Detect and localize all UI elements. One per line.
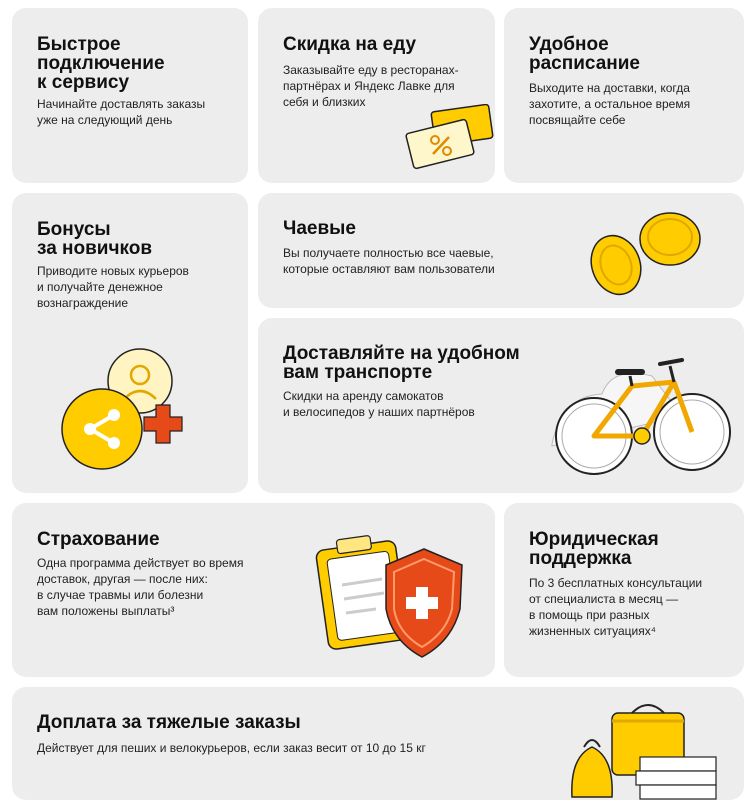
card-food-discount [258, 8, 495, 183]
delivery-bag-icon [562, 697, 732, 800]
referral-share-icon [52, 343, 192, 483]
card-title: Юридическая поддержка [529, 529, 659, 569]
coupon-percent-icon [403, 104, 495, 176]
card-description: Одна программа действует во время доставок, другая — после них: в случае травмы или болезни вам положены выплаты³ [37, 556, 244, 618]
card-description: Скидки на аренду самокатов и велосипедов у наших партнёров [283, 389, 475, 419]
card-referral-bonus [12, 193, 248, 493]
card-description: По 3 бесплатных консультации от специалиста в месяц — в помощь при разных жизненных ситуациях⁴ [529, 576, 703, 638]
card-legal-support [504, 503, 744, 677]
card-heavy-orders [12, 687, 744, 800]
card-title: Доплата за тяжелые заказы [37, 712, 301, 733]
bicycle-icon [542, 336, 742, 486]
card-convenient-schedule [504, 8, 744, 183]
card-tips [258, 193, 744, 308]
card-fast-connection [12, 8, 248, 183]
card-description: Начинайте доставлять заказы уже на следующий день [37, 97, 206, 127]
card-title: Страхование [37, 529, 160, 550]
coins-icon [584, 203, 714, 303]
insurance-clipboard-shield-icon [312, 529, 472, 669]
card-title: Бонусы за новичков [37, 219, 153, 259]
card-title: Быстрое подключение к сервису [37, 34, 165, 93]
card-description: Вы получаете полностью все чаевые, которые оставляют вам пользователи [283, 246, 495, 276]
card-title: Доставляйте на удобном вам транспорте [283, 343, 520, 383]
card-insurance [12, 503, 495, 677]
card-title: Удобное расписание [529, 34, 640, 74]
card-description: Выходите на доставки, когда захотите, а остальное время посвящайте себе [529, 81, 691, 127]
card-title: Чаевые [283, 218, 356, 239]
card-description: Действует для пеших и велокурьеров, если заказ весит от 10 до 15 кг [37, 741, 426, 755]
card-transport [258, 318, 744, 493]
card-description: Приводите новых курьеров и получайте денежное вознаграждение [37, 264, 189, 310]
card-title: Скидка на еду [283, 34, 417, 55]
card-description: Заказывайте еду в ресторанах- партнёрах и Яндекс Лавке для себя и близких [283, 63, 459, 109]
